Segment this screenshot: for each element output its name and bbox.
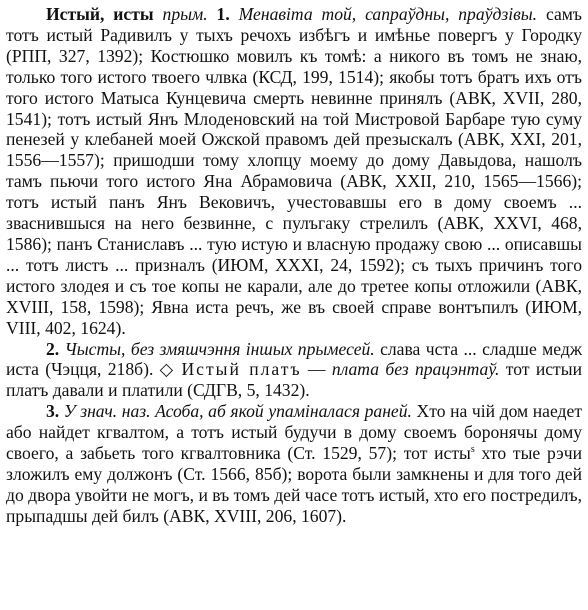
entry-sense-2 — [6, 339, 582, 402]
sense-1-number: 1. — [216, 4, 230, 24]
sense-1-definition: Менавіта той, сапраўдны, праўдзівы. — [238, 4, 538, 24]
sense-2-text-2: тот истыи платъ давали и платили (СДГВ, 5, 1432). — [6, 359, 582, 401]
sense-3-number: 3. — [46, 401, 60, 422]
sense-2-number: 2. — [46, 338, 60, 359]
sense-2-phrase: Истый платъ — [181, 359, 302, 380]
sense-3-definition: У знач. наз. Асоба, аб якой упаміналася раней. — [63, 401, 412, 422]
headword: Истый, исты — [46, 4, 154, 24]
sense-1-text: самъ тотъ истый Радивилъ у тыхъ речохъ избѣгъ и имѣнье повергъ у Городку (РПП, 327, 1392); Костюшко мовилъ къ томѣ: а никого въ томъ не знаю, только того истого твоего члвка (КСД, 199, 1514); якобы тотъ братъ ихъ отъ того истого Матыса Кунцевича смерть невинне принялъ (АВК, XVII, 280, 1541); тотъ истый Янъ Млоденовский на той Мистровой Барбаре тую суму пенезей у клебаней моей Ожской правомъ дей презыскалъ (АВК, XXI, 201, 1556—1557); пришодши тому хлопцу моему до дому Давыдова, нашолъ тамъ пьючи того истого Яна Абрамовича (АВК, XXII, 210, 1565—1566); тотъ истый панъ Янъ Вековичъ, учестовавшы его в дому своемъ ... зваснившыся на него безвинне, с пулъгаку стрелилъ (АВК, XXVI, 468, 1586); панъ Станиславъ ... тую истую и власную продажу свою ... описавшы ... тотъ листъ ... призналъ (ИЮМ, XXXI, 24, 1592); съ тыхъ причинъ того истого злодея и съ тое копы не карали, але до третее копы отложили (АВК, XVIII, 158, 1598); Явна иста речъ, же въ своей справе вонтъпилъ (ИЮМ, VIII, 402, 1624). — [6, 4, 583, 338]
sense-2-phrase-definition: плата без працэнтаў. — [331, 359, 500, 380]
entry-sense-1 — [6, 4, 582, 339]
sense-2-definition: Чысты, без змяшчэння іншых прымесей. — [64, 338, 375, 359]
sense-2-text-1: слава чста ... сладше медж иста (Чэцця, 218б). ◇ — [6, 338, 582, 380]
grammar-label: прым. — [162, 4, 208, 24]
sense-3-text-1: Хто на чій дом наедет або найдет кгвалтом, а тотъ истый будучи в дому своемъ боронячы дому своего, а забьеть того кгвалтовника (Ст. 1529, 57); тот исты — [6, 401, 583, 464]
sense-3-text-2: хто тые рэчи зложилъ ему должонъ (Ст. 1566, 85б); ворота были замкнены и для того дей до двора увойти не могъ, и въ томъ дей часе тотъ истый, хто его постредилъ, прыпадшы дей билъ (АВК, XVIII, 206, 1607). — [6, 443, 582, 526]
sense-2-dash: — — [301, 359, 332, 380]
entry-sense-3 — [6, 401, 582, 526]
sense-3-superscript: s — [470, 444, 475, 456]
